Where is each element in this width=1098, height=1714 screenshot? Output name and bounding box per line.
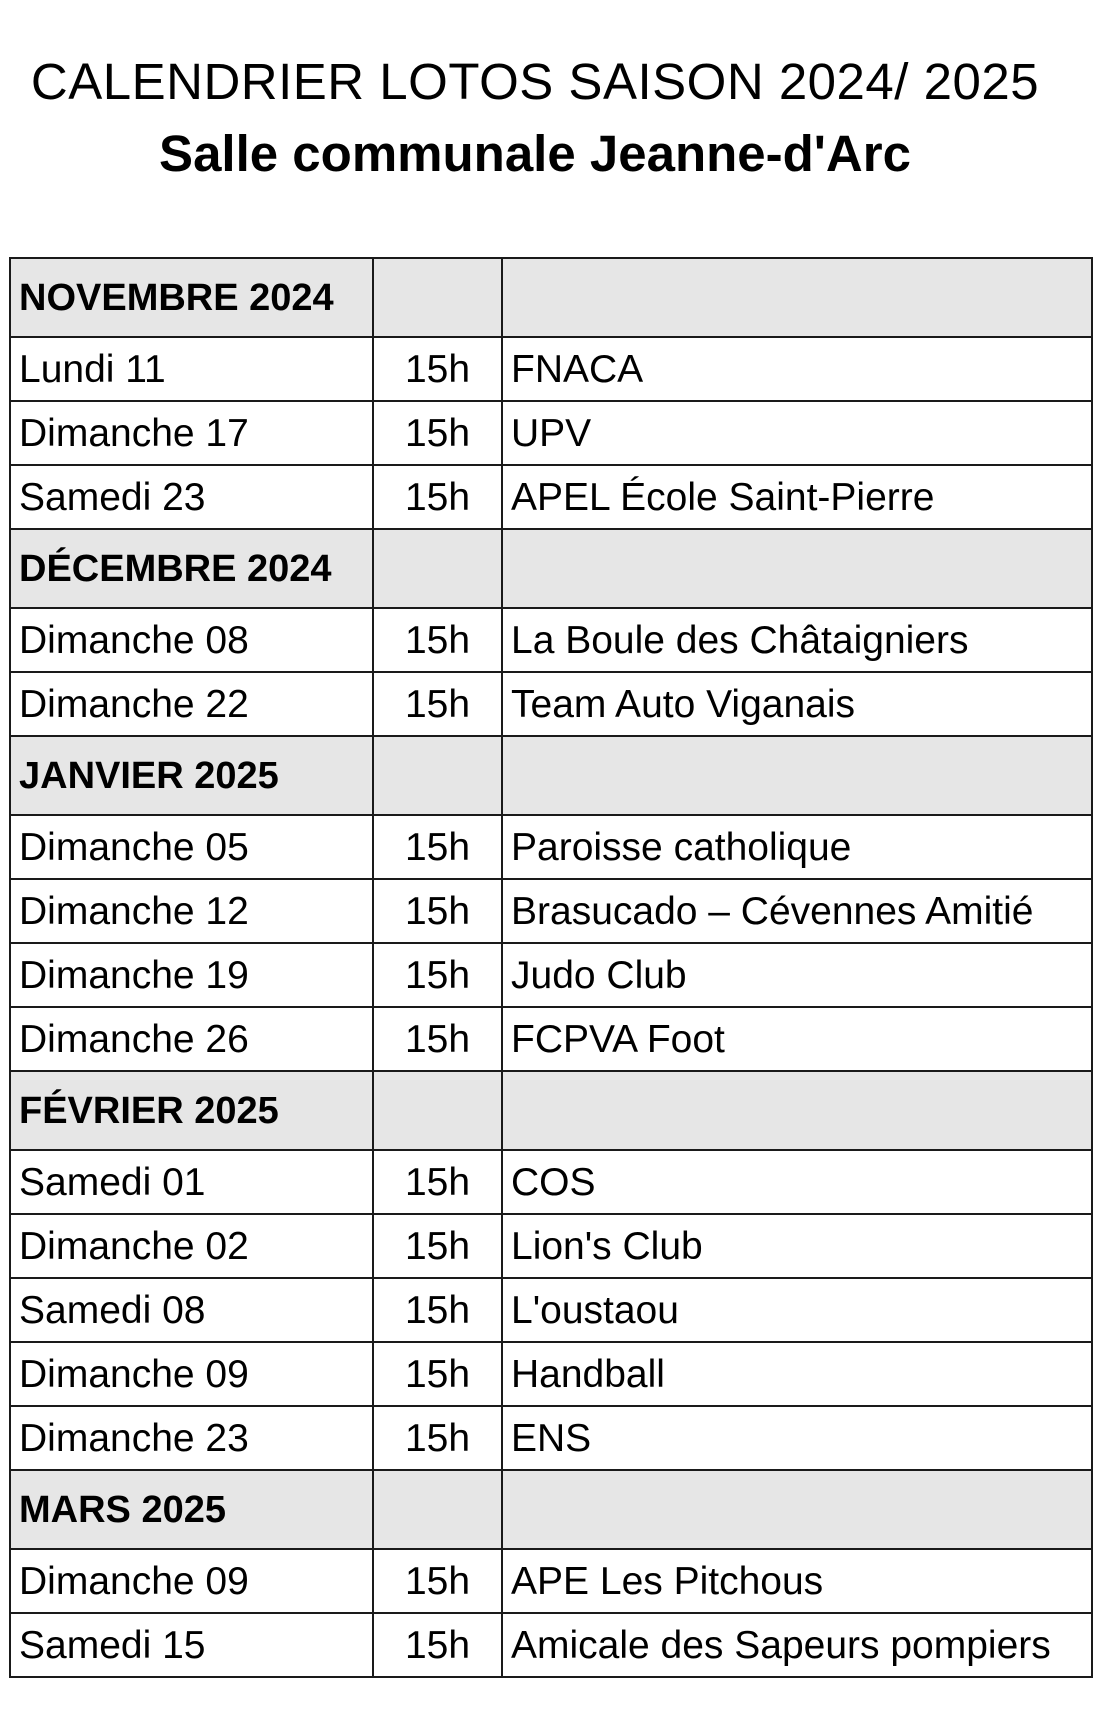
event-organizer: L'oustaou (502, 1278, 1092, 1342)
month-header-row (10, 736, 1092, 815)
event-row (10, 815, 1092, 879)
month-name: FÉVRIER 2025 (10, 1071, 373, 1150)
month-header-row (10, 1071, 1092, 1150)
event-time: 15h (373, 879, 502, 943)
event-time: 15h (373, 815, 502, 879)
event-day: Dimanche 09 (10, 1549, 373, 1613)
event-organizer: Handball (502, 1342, 1092, 1406)
event-row (10, 1406, 1092, 1470)
event-organizer: Brasucado – Cévennes Amitié (502, 879, 1092, 943)
event-day: Dimanche 23 (10, 1406, 373, 1470)
month-empty-cell (502, 258, 1092, 337)
event-day: Dimanche 17 (10, 401, 373, 465)
event-row (10, 608, 1092, 672)
month-name: JANVIER 2025 (10, 736, 373, 815)
event-organizer: Amicale des Sapeurs pompiers (502, 1613, 1092, 1677)
event-day: Samedi 15 (10, 1613, 373, 1677)
event-organizer: Lion's Club (502, 1214, 1092, 1278)
event-row (10, 1007, 1092, 1071)
event-day: Samedi 23 (10, 465, 373, 529)
month-empty-cell (373, 258, 502, 337)
event-time: 15h (373, 672, 502, 736)
event-row (10, 1278, 1092, 1342)
month-name: MARS 2025 (10, 1470, 373, 1549)
event-organizer: Paroisse catholique (502, 815, 1092, 879)
event-day: Samedi 01 (10, 1150, 373, 1214)
event-organizer: APEL École Saint-Pierre (502, 465, 1092, 529)
event-row (10, 1342, 1092, 1406)
event-row (10, 672, 1092, 736)
month-empty-cell (502, 529, 1092, 608)
event-day: Samedi 08 (10, 1278, 373, 1342)
event-day: Dimanche 12 (10, 879, 373, 943)
event-time: 15h (373, 1406, 502, 1470)
event-day: Dimanche 08 (10, 608, 373, 672)
month-name: NOVEMBRE 2024 (10, 258, 373, 337)
month-empty-cell (502, 736, 1092, 815)
event-organizer: La Boule des Châtaigniers (502, 608, 1092, 672)
month-empty-cell (502, 1071, 1092, 1150)
event-row (10, 401, 1092, 465)
event-organizer: ENS (502, 1406, 1092, 1470)
month-empty-cell (373, 529, 502, 608)
event-day: Dimanche 26 (10, 1007, 373, 1071)
event-day: Lundi 11 (10, 337, 373, 401)
event-row (10, 1150, 1092, 1214)
event-day: Dimanche 05 (10, 815, 373, 879)
event-time: 15h (373, 1214, 502, 1278)
event-time: 15h (373, 1278, 502, 1342)
event-organizer: APE Les Pitchous (502, 1549, 1092, 1613)
calendar-body (10, 258, 1092, 1677)
event-day: Dimanche 02 (10, 1214, 373, 1278)
event-day: Dimanche 22 (10, 672, 373, 736)
event-time: 15h (373, 337, 502, 401)
event-day: Dimanche 09 (10, 1342, 373, 1406)
event-organizer: FNACA (502, 337, 1092, 401)
event-time: 15h (373, 1342, 502, 1406)
month-empty-cell (373, 736, 502, 815)
month-empty-cell (502, 1470, 1092, 1549)
event-time: 15h (373, 465, 502, 529)
event-row (10, 337, 1092, 401)
event-row (10, 943, 1092, 1007)
event-time: 15h (373, 1549, 502, 1613)
event-time: 15h (373, 401, 502, 465)
event-organizer: Team Auto Viganais (502, 672, 1092, 736)
event-time: 15h (373, 1150, 502, 1214)
event-row (10, 1613, 1092, 1677)
event-organizer: UPV (502, 401, 1092, 465)
page-title: CALENDRIER LOTOS SAISON 2024/ 2025 (30, 53, 1040, 110)
month-empty-cell (373, 1071, 502, 1150)
event-row (10, 879, 1092, 943)
event-day: Dimanche 19 (10, 943, 373, 1007)
month-empty-cell (373, 1470, 502, 1549)
month-header-row (10, 529, 1092, 608)
event-organizer: FCPVA Foot (502, 1007, 1092, 1071)
event-time: 15h (373, 943, 502, 1007)
event-organizer: COS (502, 1150, 1092, 1214)
event-organizer: Judo Club (502, 943, 1092, 1007)
event-row (10, 1549, 1092, 1613)
event-time: 15h (373, 1613, 502, 1677)
event-time: 15h (373, 608, 502, 672)
month-name: DÉCEMBRE 2024 (10, 529, 373, 608)
page-subtitle: Salle communale Jeanne-d'Arc (159, 125, 911, 182)
event-row (10, 1214, 1092, 1278)
month-header-row (10, 1470, 1092, 1549)
calendar-table (9, 257, 1093, 1678)
month-header-row (10, 258, 1092, 337)
event-time: 15h (373, 1007, 502, 1071)
event-row (10, 465, 1092, 529)
